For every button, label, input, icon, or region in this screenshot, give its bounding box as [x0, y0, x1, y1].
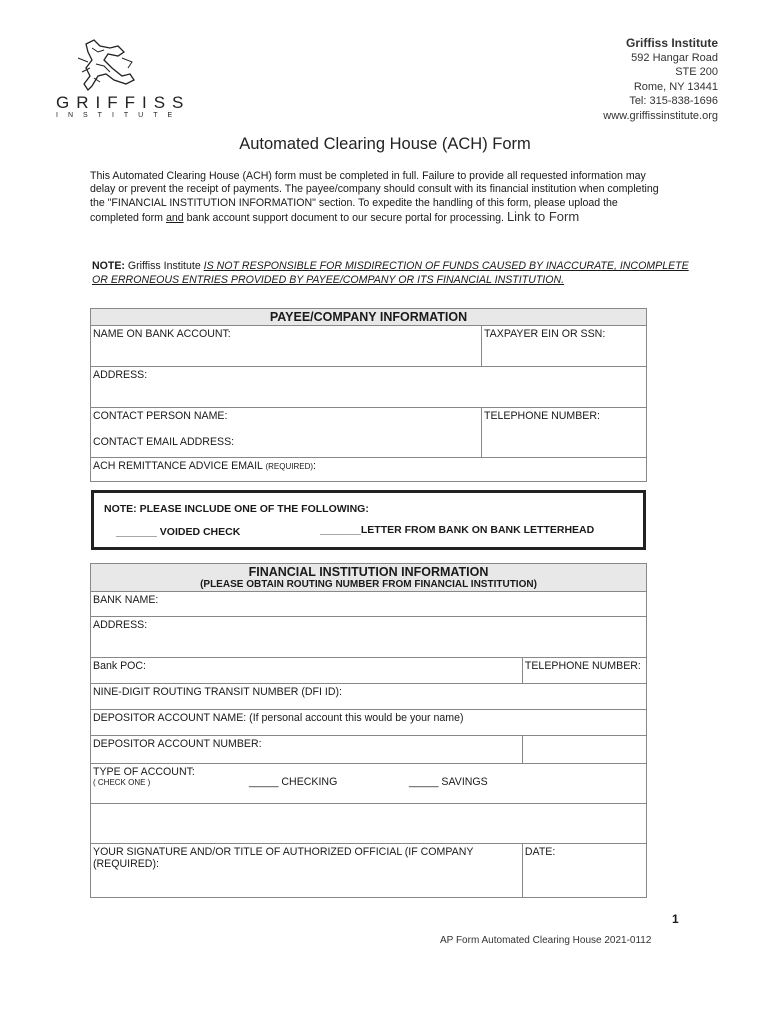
note-disclaimer: IS NOT RESPONSIBLE FOR MISDIRECTION OF FUNDS CAUSED BY INACCURATE, INCOMPLETE OR ERRONEOUS ENTRIES PROVIDED BY PAYEE/COMPANY OR ITS FINANCIAL INSTITUTION.	[92, 260, 689, 286]
attachment-note-box	[91, 490, 646, 550]
bank-heading-title: FINANCIAL INSTITUTION INFORMATION	[248, 565, 489, 579]
account-type-field	[91, 764, 647, 804]
check-one-hint: ( CHECK ONE )	[93, 778, 151, 787]
payee-heading: PAYEE/COMPANY INFORMATION	[91, 309, 647, 326]
account-type-label: TYPE OF ACCOUNT:	[93, 766, 195, 778]
remittance-colon: :	[313, 460, 316, 472]
signature-field[interactable]: YOUR SIGNATURE AND/OR TITLE OF AUTHORIZED OFFICIAL (IF COMPANY (REQUIRED):	[91, 844, 523, 898]
routing-number-field[interactable]: NINE-DIGIT ROUTING TRANSIT NUMBER (DFI ID):	[91, 684, 647, 710]
name-on-account-field[interactable]: NAME ON BANK ACCOUNT:	[91, 326, 482, 367]
attachment-note-title: NOTE: PLEASE INCLUDE ONE OF THE FOLLOWING:	[104, 503, 369, 515]
telephone: Tel: 315-838-1696	[629, 95, 718, 108]
address-line-2: STE 200	[675, 66, 718, 79]
depositor-account-number-extra	[522, 736, 646, 764]
date-field[interactable]: DATE:	[522, 844, 646, 898]
depositor-account-number-field[interactable]: DEPOSITOR ACCOUNT NUMBER:	[91, 736, 523, 764]
depositor-account-name-field[interactable]: DEPOSITOR ACCOUNT NAME: (If personal account this would be your name)	[91, 710, 647, 736]
bank-name-field[interactable]: BANK NAME:	[91, 592, 647, 617]
intro-text-1: This Automated Clearing House (ACH) form must be completed in full. Failure to provide all requested information may delay or prevent the receipt of payments. The payee/company should consult with its financial institution when completing the "FINANCIAL INSTITUTION INFORMATION" section. To expedite the handling of this form, please upload the completed form	[90, 170, 659, 225]
link-to-form[interactable]: Link to Form	[506, 209, 580, 225]
page-number: 1	[672, 912, 679, 926]
organization-address	[603, 36, 718, 124]
bank-heading	[91, 564, 647, 592]
blank-row	[91, 804, 647, 844]
voided-check-option[interactable]: _______ VOIDED CHECK	[116, 526, 241, 538]
address-line-1: 592 Hangar Road	[631, 51, 718, 64]
organization-name: Griffiss Institute	[625, 36, 718, 50]
bank-letter-option[interactable]: _______LETTER FROM BANK ON BANK LETTERHEAD	[320, 524, 595, 536]
website: www.griffissinstitute.org	[603, 109, 718, 122]
taxpayer-id-field[interactable]: TAXPAYER EIN OR SSN:	[482, 326, 647, 367]
note-text: Griffiss Institute	[124, 260, 204, 272]
contact-email-field[interactable]: CONTACT EMAIL ADDRESS:	[91, 434, 482, 458]
remittance-email-field[interactable]	[91, 458, 647, 482]
page-title: Automated Clearing House (ACH) Form	[239, 135, 531, 153]
intro-and: and	[165, 212, 184, 225]
bank-telephone-field[interactable]: TELEPHONE NUMBER:	[522, 658, 646, 684]
payee-telephone-field[interactable]: TELEPHONE NUMBER:	[482, 408, 647, 458]
financial-institution-table	[90, 563, 647, 898]
bank-address-field[interactable]: ADDRESS:	[91, 617, 647, 658]
form-footer: AP Form Automated Clearing House 2021-0112	[440, 935, 652, 946]
bank-poc-field[interactable]: Bank POC:	[91, 658, 523, 684]
checking-option[interactable]: _____ CHECKING	[249, 776, 338, 788]
payee-company-table	[90, 308, 647, 482]
note-label: NOTE:	[92, 260, 125, 272]
remittance-label: ACH REMITTANCE ADVICE EMAIL	[93, 460, 266, 472]
logo-subtitle: INSTITUTE	[56, 112, 183, 119]
intro-paragraph	[90, 170, 660, 226]
savings-option[interactable]: _____ SAVINGS	[409, 776, 488, 788]
intro-text-2: bank account support document to our secure portal for processing.	[183, 212, 507, 225]
address-city: Rome, NY 13441	[633, 80, 718, 93]
disclaimer-note	[92, 260, 692, 287]
logo-wordmark: GRIFFISS	[56, 93, 191, 112]
remittance-required: (REQUIRED)	[265, 462, 314, 471]
bank-heading-subtitle: (PLEASE OBTAIN ROUTING NUMBER FROM FINANCIAL INSTITUTION)	[200, 579, 537, 590]
payee-address-field[interactable]: ADDRESS:	[91, 367, 647, 408]
contact-person-field[interactable]: CONTACT PERSON NAME:	[91, 408, 482, 434]
